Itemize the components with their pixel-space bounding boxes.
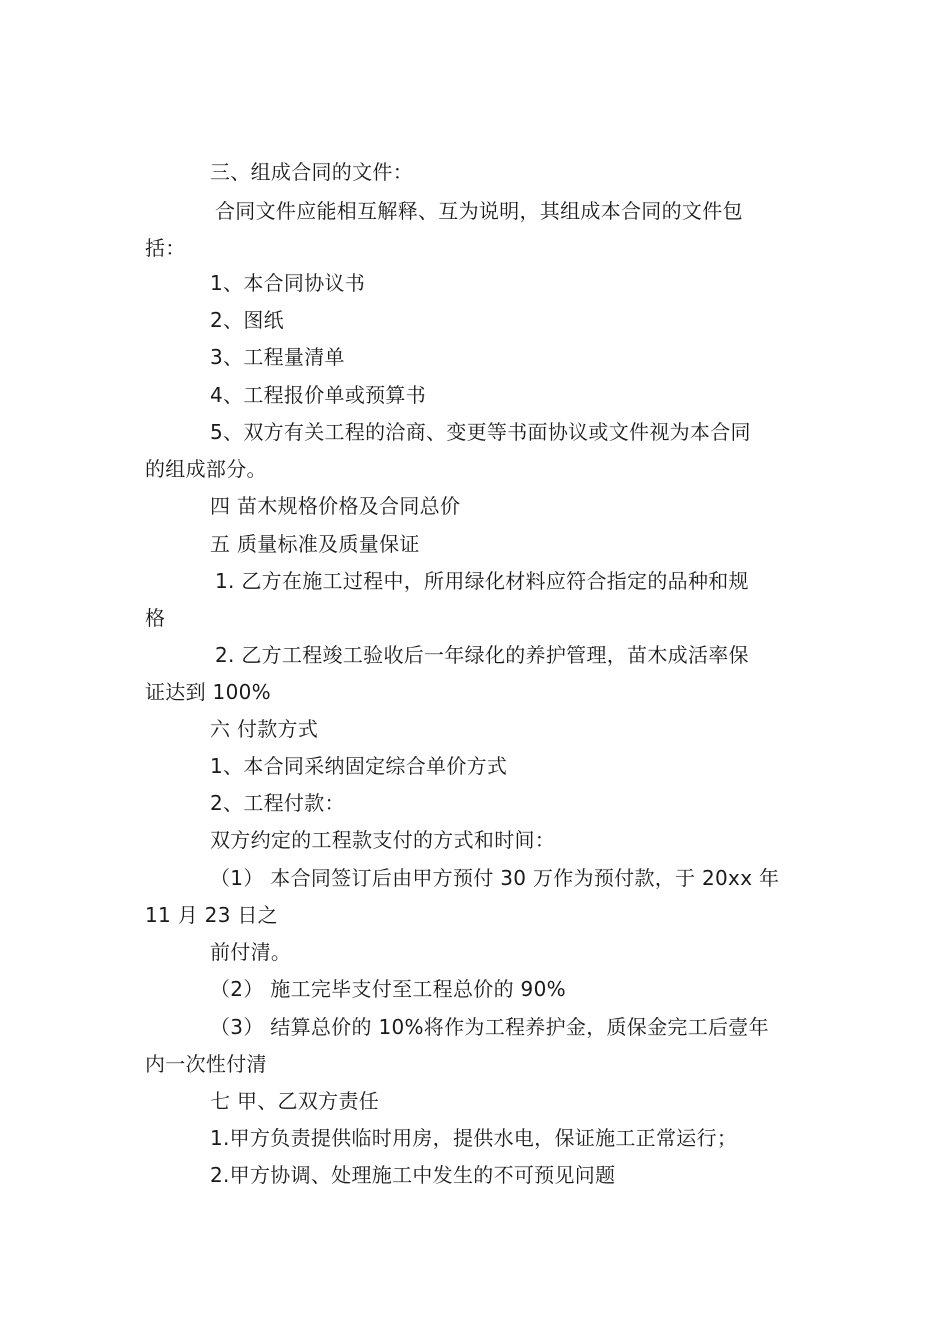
section-heading-4: 四 苗木规格价格及合同总价 (210, 494, 461, 518)
list-item: 1、本合同采纳固定综合单价方式 (210, 754, 508, 778)
section-heading-3: 三、组成合同的文件： (210, 160, 413, 184)
paragraph-line: 证达到 100% (145, 680, 271, 704)
section-heading-7: 七 甲、乙双方责任 (210, 1089, 380, 1113)
paragraph-line: 合同文件应能相互解释、互为说明，其组成本合同的文件包 (215, 199, 743, 223)
paragraph-line: 11 月 23 日之 (145, 903, 278, 927)
list-item: （1） 本合同签订后由甲方预付 30 万作为预付款，于 20xx 年 (210, 866, 780, 890)
paragraph-line: 双方约定的工程款支付的方式和时间： (210, 828, 556, 852)
section-heading-6: 六 付款方式 (210, 717, 319, 741)
list-item: 1.甲方负责提供临时用房，提供水电，保证施工正常运行； (210, 1126, 738, 1150)
paragraph-line: 括： (145, 236, 186, 260)
list-item: 2.甲方协调、处理施工中发生的不可预见问题 (210, 1163, 616, 1187)
list-item: 1. 乙方在施工过程中，所用绿化材料应符合指定的品种和规 (215, 569, 749, 593)
list-item: 2. 乙方工程竣工验收后一年绿化的养护管理，苗木成活率保 (215, 643, 749, 667)
list-item: （3） 结算总价的 10%将作为工程养护金，质保金完工后壹年 (210, 1015, 769, 1039)
paragraph-line: 前付清。 (210, 940, 292, 964)
section-heading-5: 五 质量标准及质量保证 (210, 532, 420, 556)
list-item: 5、双方有关工程的洽商、变更等书面协议或文件视为本合同 (210, 420, 751, 444)
list-item: 2、图纸 (210, 308, 284, 332)
list-item: 2、工程付款： (210, 791, 345, 815)
paragraph-line: 格 (145, 606, 166, 630)
list-item: 1、本合同协议书 (210, 271, 366, 295)
list-item: （2） 施工完毕支付至工程总价的 90% (210, 977, 566, 1001)
list-item: 4、工程报价单或预算书 (210, 383, 427, 407)
paragraph-line: 的组成部分。 (145, 457, 267, 481)
paragraph-line: 内一次性付清 (145, 1052, 267, 1076)
list-item: 3、工程量清单 (210, 345, 345, 369)
